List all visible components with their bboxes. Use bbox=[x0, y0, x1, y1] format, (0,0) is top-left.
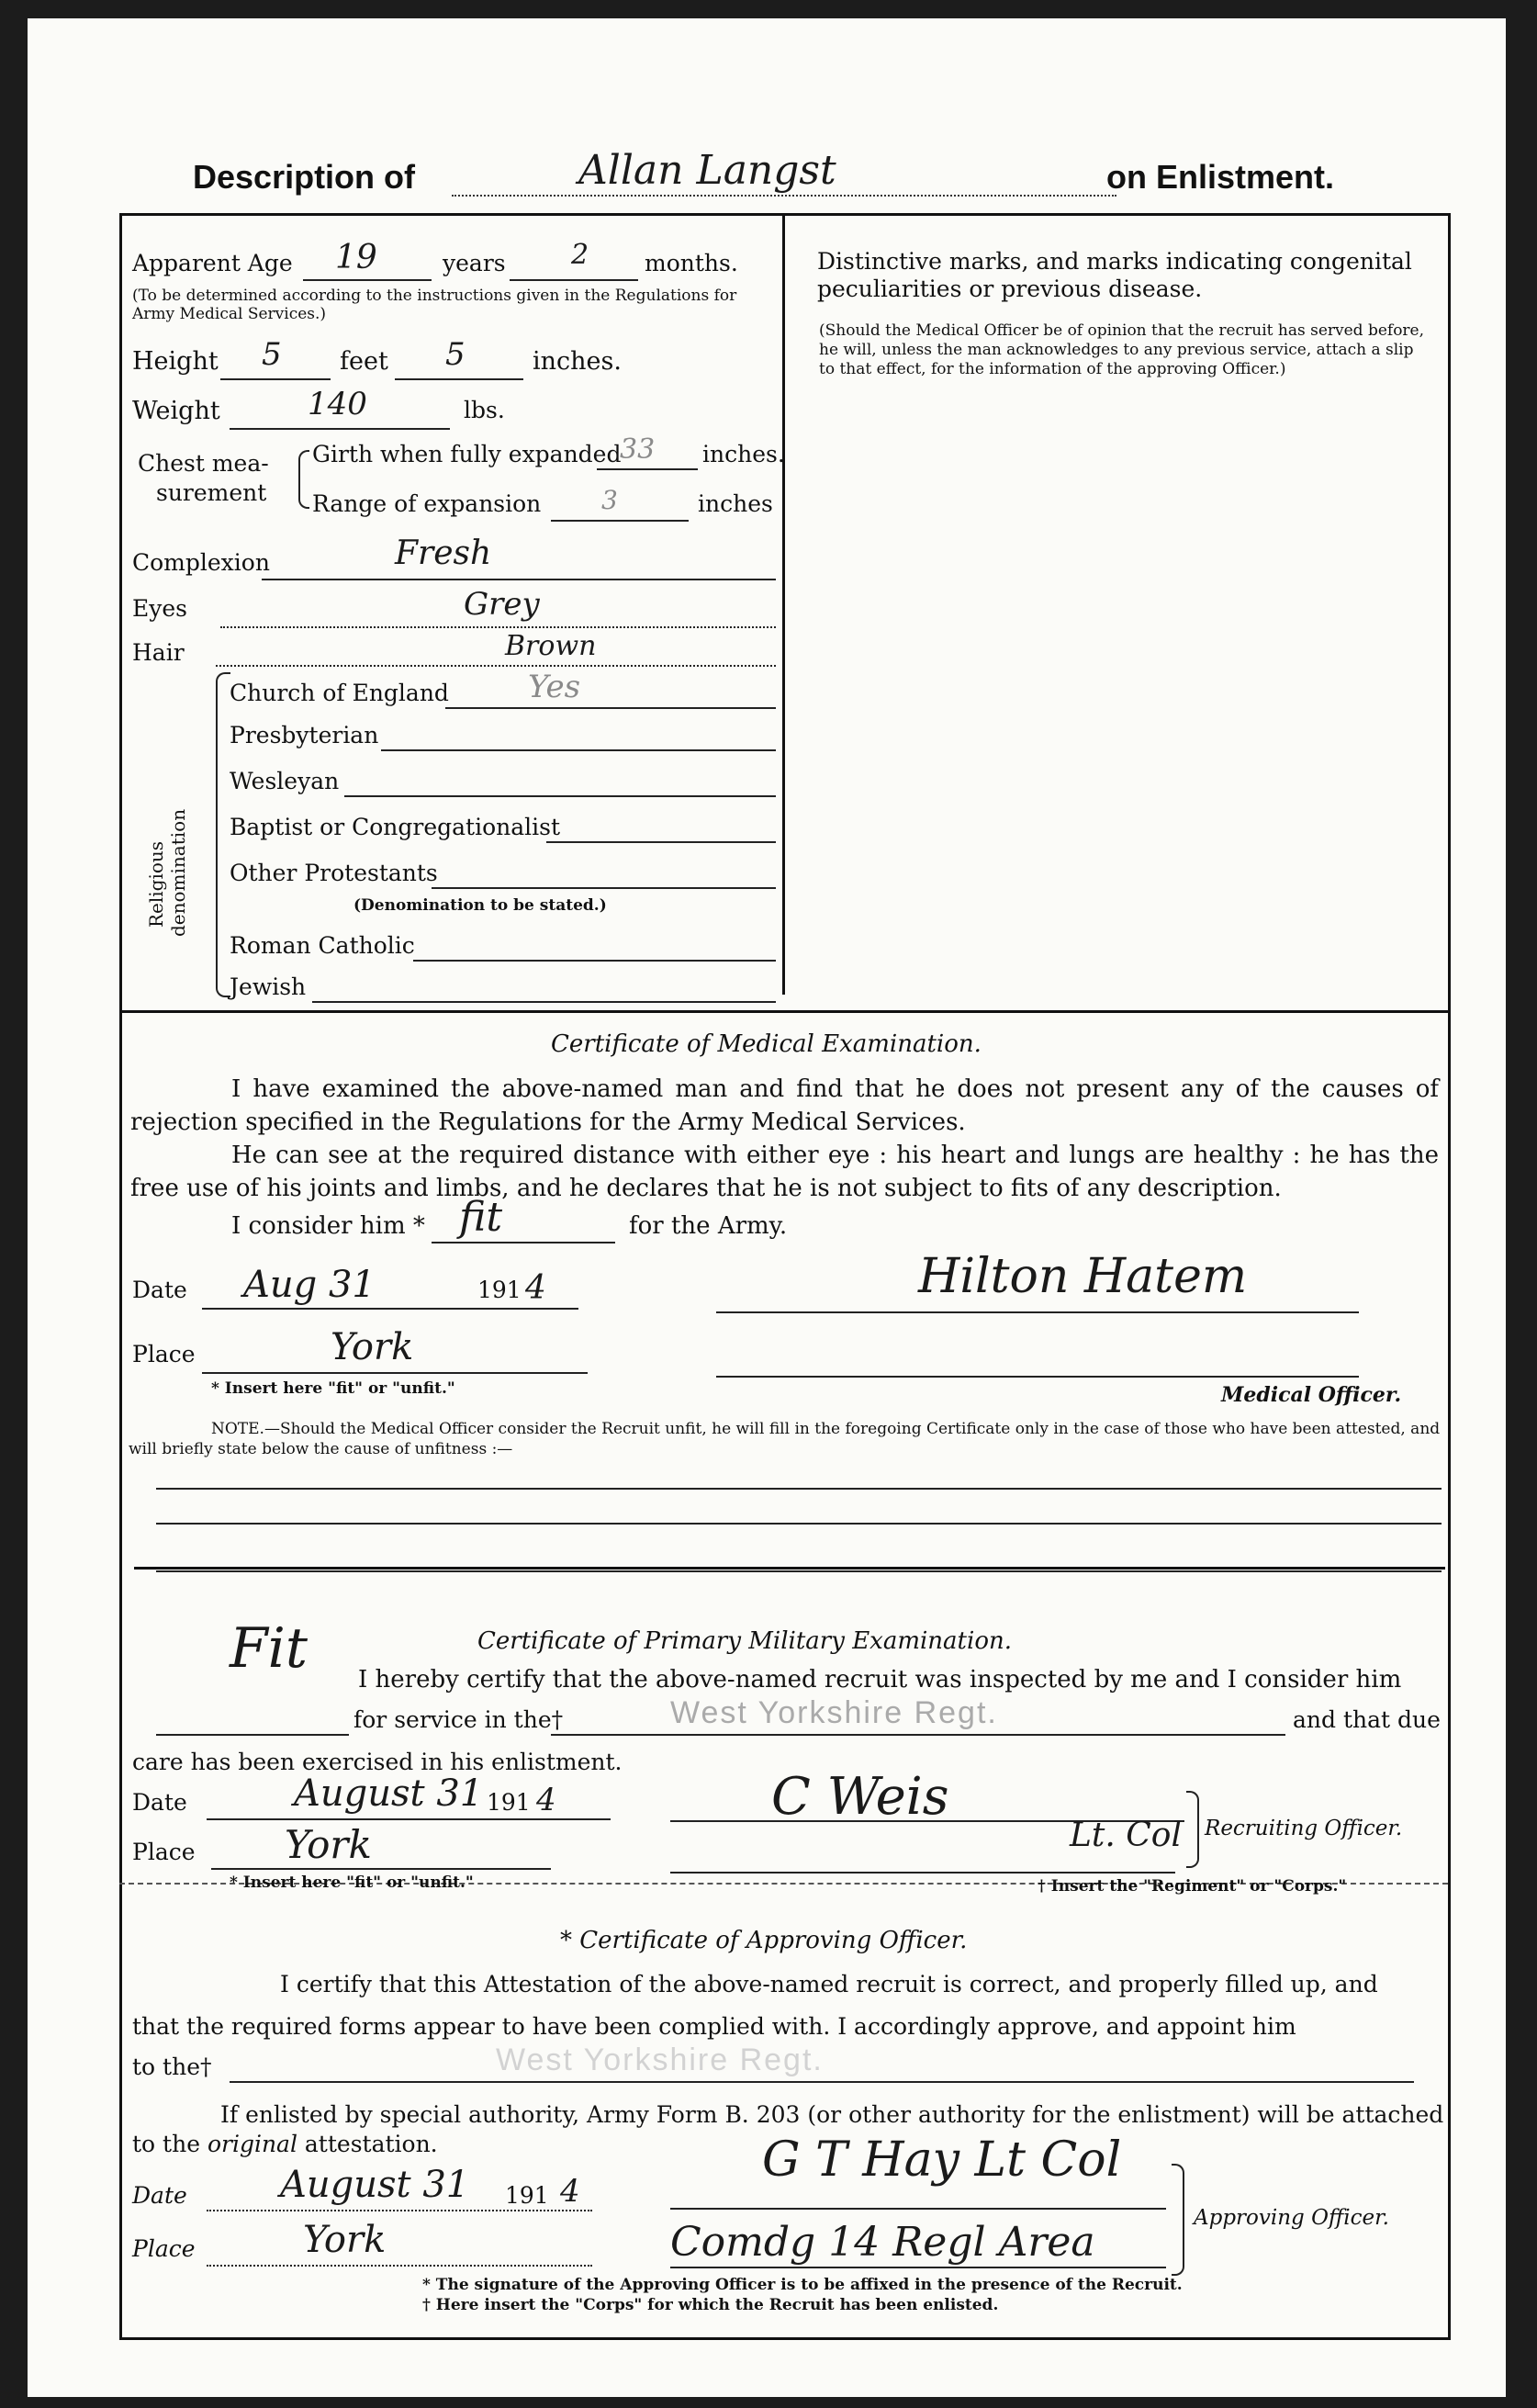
unfitness-line-1 bbox=[156, 1488, 1442, 1490]
approving-officer-unit: Comdg 14 Regl Area bbox=[670, 2219, 1095, 2266]
medical-place-value: York bbox=[331, 1326, 414, 1368]
distinctive-note: (Should the Medical Officer be of opinion that the recruit has served before, he will, unless the man acknowledges to any previous service, attach a slip to that effect, for the information of the approving Officer.) bbox=[819, 321, 1425, 378]
primary-year-prefix: 191 bbox=[487, 1789, 531, 1816]
medical-paragraph-2: He can see at the required distance with either eye : his heart and lungs are healthy : he has the free use of his joints and limbs, and he declares that he is not subject to fits of any description. bbox=[130, 1142, 1439, 1202]
medical-fitness: fit bbox=[459, 1194, 503, 1241]
complexion-line bbox=[262, 579, 776, 580]
approving-signature-line bbox=[670, 2208, 1166, 2210]
feet-label: feet bbox=[340, 347, 388, 376]
approving-line-5c: attestation. bbox=[304, 2131, 438, 2157]
primary-title: Certificate of Primary Military Examination. bbox=[477, 1627, 1012, 1655]
weight-label: Weight bbox=[132, 397, 220, 425]
hair-value: Brown bbox=[505, 630, 597, 662]
weight-value: 140 bbox=[308, 386, 367, 422]
jewish-label: Jewish bbox=[230, 973, 307, 1000]
age-years: 19 bbox=[335, 239, 377, 276]
primary-place-value: York bbox=[285, 1822, 372, 1867]
age-years-line bbox=[303, 279, 432, 281]
height-feet: 5 bbox=[262, 336, 282, 373]
church-england-value: Yes bbox=[528, 669, 581, 705]
medical-signature-line bbox=[716, 1311, 1359, 1313]
other-protestants-line bbox=[432, 887, 776, 889]
inches-label: inches. bbox=[533, 347, 622, 376]
girth-label: Girth when fully expanded bbox=[312, 441, 622, 467]
approving-line-2: that the required forms appear to have been complied with. I accordingly approve, and appoint him bbox=[132, 2013, 1296, 2040]
primary-insert-note: * Insert here "fit" or "unfit." bbox=[230, 1874, 474, 1892]
section-divider-1 bbox=[119, 1010, 1448, 1013]
medical-date-value: Aug 31 bbox=[243, 1264, 376, 1306]
range-line bbox=[551, 520, 689, 522]
section-divider-2 bbox=[134, 1567, 1445, 1570]
approving-brace bbox=[1172, 2164, 1184, 2276]
primary-place-line bbox=[211, 1868, 551, 1870]
catholic-line bbox=[413, 960, 776, 962]
age-months: 2 bbox=[571, 239, 589, 271]
unfitness-line-2 bbox=[156, 1523, 1442, 1525]
approving-signature-line-2 bbox=[670, 2267, 1166, 2268]
approving-date-label: Date bbox=[132, 2182, 187, 2209]
complexion-label: Complexion bbox=[132, 549, 270, 576]
approving-line-5a: to the bbox=[132, 2131, 200, 2157]
primary-place-label: Place bbox=[132, 1839, 196, 1865]
medical-date-label: Date bbox=[132, 1277, 187, 1303]
age-months-line bbox=[510, 279, 638, 281]
approving-footnote-1: * The signature of the Approving Officer is to be affixed in the presence of the Recruit. bbox=[422, 2276, 1183, 2294]
medical-title: Certificate of Medical Examination. bbox=[551, 1030, 982, 1058]
recruiting-officer-rank: Lt. Col bbox=[1070, 1817, 1182, 1854]
age-note: (To be determined according to the instructions given in the Regulations for Army Medical Services.) bbox=[132, 287, 737, 323]
girth-line bbox=[597, 468, 698, 470]
header-name-line bbox=[452, 195, 1116, 197]
medical-note: NOTE.—Should the Medical Officer consider the Recruit unfit, he will fill in the foregoing Certificate only in the case of those who have been attested, and will briefly state below the cause of unfitness :— bbox=[129, 1420, 1441, 1458]
eyes-label: Eyes bbox=[132, 595, 187, 622]
approving-line-5b: original bbox=[207, 2131, 297, 2157]
catholic-label: Roman Catholic bbox=[230, 932, 415, 959]
primary-date-value: August 31 bbox=[294, 1772, 484, 1815]
medical-place-line bbox=[202, 1372, 588, 1374]
height-feet-line bbox=[220, 378, 331, 380]
range-value: 3 bbox=[601, 485, 618, 515]
approving-date-value: August 31 bbox=[280, 2164, 470, 2206]
lbs-label: lbs. bbox=[464, 397, 505, 423]
months-label: months. bbox=[645, 250, 738, 276]
approving-officer-signature: G T Hay Lt Col bbox=[762, 2132, 1122, 2188]
recruiting-officer-signature: C Weis bbox=[771, 1767, 949, 1827]
primary-for-service: for service in the† bbox=[353, 1706, 564, 1733]
complexion-value: Fresh bbox=[395, 534, 492, 572]
header-prefix: Description of bbox=[193, 158, 416, 196]
presbyterian-label: Presbyterian bbox=[230, 722, 379, 748]
religion-brace bbox=[216, 672, 230, 997]
medical-year-value: 4 bbox=[525, 1269, 546, 1307]
unfitness-line-3 bbox=[156, 1570, 1442, 1572]
approving-line-1: I certify that this Attestation of the above-named recruit is correct, and properly filled up, and bbox=[280, 1971, 1378, 1997]
header-suffix: on Enlistment. bbox=[1106, 158, 1335, 196]
chest-brace bbox=[298, 450, 309, 509]
primary-rank-line bbox=[670, 1872, 1175, 1874]
baptist-line bbox=[546, 841, 776, 843]
weight-line bbox=[230, 428, 450, 430]
medical-year-prefix: 191 bbox=[477, 1277, 522, 1303]
approving-officer-label: Approving Officer. bbox=[1194, 2206, 1389, 2230]
church-england-label: Church of England bbox=[230, 680, 449, 706]
wesleyan-line bbox=[344, 795, 776, 797]
recruiting-officer-label: Recruiting Officer. bbox=[1205, 1817, 1403, 1840]
approving-line-5 bbox=[132, 2131, 438, 2157]
approving-line-4: If enlisted by special authority, Army Form B. 203 (or other authority for the enlistment) will be attached bbox=[220, 2101, 1444, 2128]
baptist-label: Baptist or Congregationalist bbox=[230, 814, 560, 840]
eyes-value: Grey bbox=[464, 586, 540, 623]
hair-label: Hair bbox=[132, 639, 185, 666]
recruit-name: Allan Langst bbox=[578, 147, 836, 194]
primary-fitness: Fit bbox=[230, 1616, 308, 1681]
primary-line-3: care has been exercised in his enlistment. bbox=[132, 1749, 623, 1775]
other-protestants-note: (Denomination to be stated.) bbox=[353, 896, 607, 915]
primary-regiment-stamp: West Yorkshire Regt. bbox=[670, 1695, 998, 1730]
approving-place-line bbox=[207, 2265, 592, 2267]
approving-year-value: 4 bbox=[560, 2173, 580, 2210]
approving-place-value: York bbox=[303, 2219, 387, 2261]
medical-officer-label: Medical Officer. bbox=[1221, 1383, 1402, 1407]
apparent-age-label: Apparent Age bbox=[132, 250, 293, 276]
primary-regiment-line bbox=[551, 1734, 1285, 1736]
girth-value: 33 bbox=[620, 433, 656, 466]
religion-side-label-2: denomination bbox=[167, 808, 189, 937]
jewish-line bbox=[312, 1001, 776, 1003]
primary-insert-note-2: † Insert the "Regiment" or "Corps." bbox=[1038, 1877, 1347, 1896]
height-inches: 5 bbox=[445, 336, 466, 373]
approving-place-label: Place bbox=[132, 2235, 196, 2262]
eyes-line bbox=[220, 626, 776, 628]
approving-regiment-line bbox=[230, 2081, 1414, 2083]
years-label: years bbox=[443, 250, 506, 276]
approving-title: * Certificate of Approving Officer. bbox=[560, 1927, 968, 1954]
medical-paragraph-1: I have examined the above-named man and find that he does not present any of the causes of rejection specified in the Regulations for the Army Medical Services. bbox=[130, 1075, 1439, 1136]
primary-year-value: 4 bbox=[536, 1782, 556, 1818]
range-label: Range of expansion bbox=[312, 490, 542, 517]
enlistment-form-page bbox=[28, 18, 1506, 2397]
wesleyan-label: Wesleyan bbox=[230, 768, 340, 794]
for-army-label: for the Army. bbox=[629, 1212, 788, 1240]
height-label: Height bbox=[132, 347, 219, 376]
range-unit: inches bbox=[698, 490, 773, 517]
height-inches-line bbox=[395, 378, 523, 380]
distinctive-heading: Distinctive marks, and marks indicating congenital peculiarities or previous disease. bbox=[817, 248, 1412, 302]
approving-year-prefix: 191 bbox=[505, 2182, 549, 2209]
other-protestants-label: Other Protestants bbox=[230, 860, 438, 886]
medical-officer-line bbox=[716, 1376, 1359, 1378]
medical-date-line bbox=[202, 1308, 578, 1310]
primary-line-1: I hereby certify that the above-named recruit was inspected by me and I consider him bbox=[358, 1666, 1402, 1693]
medical-officer-signature: Hilton Hatem bbox=[918, 1249, 1248, 1304]
recruiting-brace bbox=[1186, 1791, 1199, 1868]
church-england-line bbox=[445, 707, 776, 709]
primary-fitness-line bbox=[156, 1734, 349, 1736]
consider-label: I consider him * bbox=[231, 1212, 425, 1240]
primary-and-that: and that due bbox=[1293, 1706, 1441, 1733]
approving-line-3: to the† bbox=[132, 2054, 212, 2080]
primary-date-label: Date bbox=[132, 1789, 187, 1816]
approving-date-line bbox=[207, 2210, 592, 2211]
approving-regiment-stamp: West Yorkshire Regt. bbox=[496, 2042, 824, 2077]
girth-unit: inches. bbox=[702, 441, 785, 467]
column-divider bbox=[782, 216, 785, 995]
religion-side-label-1: Religious bbox=[145, 840, 167, 928]
chest-label-2: surement bbox=[156, 479, 267, 506]
primary-date-line bbox=[207, 1818, 611, 1820]
fitness-line bbox=[432, 1242, 615, 1243]
medical-insert-note: * Insert here "fit" or "unfit." bbox=[211, 1379, 455, 1398]
approving-footnote-2: † Here insert the "Corps" for which the Recruit has been enlisted. bbox=[422, 2296, 999, 2314]
medical-place-label: Place bbox=[132, 1341, 196, 1367]
hair-line bbox=[216, 665, 776, 667]
presbyterian-line bbox=[381, 749, 776, 751]
chest-label-1: Chest mea- bbox=[138, 450, 269, 477]
